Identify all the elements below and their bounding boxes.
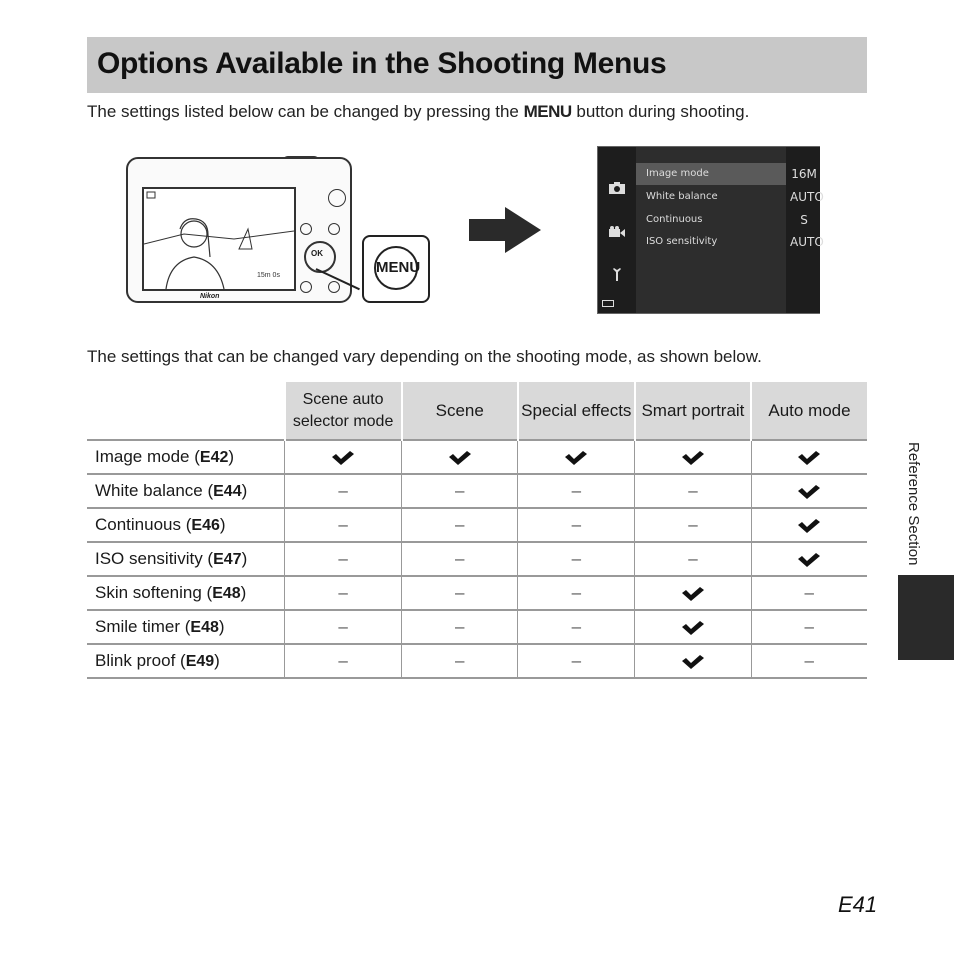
right-arrow-icon (469, 207, 543, 253)
table-cell (751, 610, 867, 644)
row-label (87, 440, 285, 474)
check-icon (331, 450, 355, 466)
dash-mark: – (571, 481, 582, 500)
movie-icon (608, 225, 626, 239)
check-icon (681, 654, 705, 670)
table-cell (751, 542, 867, 576)
table-cell (751, 576, 867, 610)
close-paren: ) (219, 515, 226, 534)
page-title: Options Available in the Shooting Menus (97, 47, 667, 80)
menu-button (300, 281, 312, 293)
dash-mark: – (688, 481, 698, 500)
battery-icon (602, 300, 614, 307)
table-cell (518, 508, 635, 542)
table-cell (285, 474, 402, 508)
close-paren: ) (228, 447, 235, 466)
dash-mark: – (804, 617, 814, 636)
row-label-text: Blink proof ( (95, 651, 186, 670)
row-label-text: Image mode ( (95, 447, 200, 466)
table-cell (285, 576, 402, 610)
table-cell (285, 440, 402, 474)
dash-mark: – (454, 549, 465, 568)
dash-mark: – (338, 617, 348, 636)
menu-item-continuous: Continuous (646, 214, 703, 225)
table-cell (518, 542, 635, 576)
row-label (87, 576, 285, 610)
dash-mark: – (804, 651, 814, 670)
table-row (87, 610, 867, 644)
table-row (87, 474, 867, 508)
dash-mark: – (338, 549, 348, 568)
brand-logo: Nikon (200, 293, 220, 300)
check-icon (681, 586, 705, 602)
reference-page: E44 (213, 483, 242, 500)
dash-mark: – (571, 515, 582, 534)
col-smart-portrait: Smart portrait (635, 382, 751, 440)
dash-mark: – (454, 515, 465, 534)
menu-value-continuous: S (800, 213, 808, 227)
dash-mark: – (688, 549, 698, 568)
table-cell (402, 644, 518, 678)
dash-mark: – (338, 583, 348, 602)
check-icon (564, 450, 588, 466)
row-label-text: Skin softening ( (95, 583, 213, 602)
table-cell (402, 576, 518, 610)
col-special-effects: Special effects (518, 382, 635, 440)
table-row (87, 440, 867, 474)
close-paren: ) (214, 651, 220, 670)
delete-button (328, 281, 340, 293)
close-paren: ) (241, 549, 248, 568)
section-tab (898, 575, 954, 660)
dash-mark: – (338, 651, 348, 670)
check-icon (797, 450, 821, 466)
row-label (87, 508, 285, 542)
ok-label: OK (311, 249, 323, 258)
side-section-label: Reference Section (905, 442, 922, 566)
col-scene-auto-selector: Scene auto selector mode (285, 382, 402, 440)
menu-value-white-balance: AUTO (790, 190, 824, 204)
table-cell (635, 440, 751, 474)
table-cell (635, 474, 751, 508)
dash-mark: – (571, 651, 582, 670)
menu-item-iso-sensitivity: ISO sensitivity (646, 236, 718, 247)
dash-mark: – (454, 651, 465, 670)
table-cell (402, 440, 518, 474)
wrench-icon (608, 267, 626, 281)
reference-page: E42 (199, 449, 229, 466)
table-row (87, 508, 867, 542)
dash-mark: – (454, 583, 465, 602)
intro-text (87, 102, 749, 122)
record-button (328, 189, 346, 207)
row-label (87, 644, 285, 678)
row-label-text: White balance ( (95, 481, 214, 500)
table-row (87, 542, 867, 576)
table-cell (635, 508, 751, 542)
table-cell (751, 508, 867, 542)
dash-mark: – (688, 515, 698, 534)
reference-page: E48 (190, 619, 219, 636)
table-cell (518, 576, 635, 610)
row-label (87, 610, 285, 644)
dash-mark: – (454, 481, 465, 500)
camera-screen (142, 187, 296, 291)
row-label (87, 474, 285, 508)
table-cell (518, 440, 635, 474)
table-row (87, 576, 867, 610)
menu-value-image-mode: 16M (791, 167, 817, 181)
table-cell (635, 610, 751, 644)
camera-illustration (126, 157, 352, 303)
menu-item-white-balance: White balance (646, 191, 718, 202)
row-label (87, 542, 285, 576)
table-cell (635, 576, 751, 610)
dash-mark: – (338, 515, 348, 534)
col-scene: Scene (402, 382, 518, 440)
close-paren: ) (240, 583, 247, 602)
close-paren: ) (218, 617, 225, 636)
menu-screen (597, 146, 824, 314)
table-cell (518, 610, 635, 644)
check-icon (681, 620, 705, 636)
close-paren: ) (241, 481, 248, 500)
table-cell (285, 542, 402, 576)
dash-mark: – (804, 583, 814, 602)
row-label-text: ISO sensitivity ( (95, 549, 214, 568)
dash-mark: – (338, 481, 348, 500)
reference-page: E47 (213, 551, 242, 568)
intro-before: The settings listed below can be changed by pressing the (87, 102, 524, 121)
row-label-text: Smile timer ( (95, 617, 191, 636)
menu-list (636, 147, 786, 313)
menu-value-iso-sensitivity: AUTO (790, 235, 824, 249)
row-label-text: Continuous ( (95, 515, 192, 534)
portrait-scene-icon (144, 189, 294, 289)
table-cell (751, 644, 867, 678)
table-cell (402, 508, 518, 542)
reference-page: E46 (191, 517, 220, 534)
dash-mark: – (571, 549, 582, 568)
intro-after: button during shooting. (571, 102, 750, 121)
table-cell (285, 644, 402, 678)
camera-icon (608, 181, 626, 195)
table-row (87, 644, 867, 678)
table-cell (402, 542, 518, 576)
menu-sidebar (598, 147, 636, 313)
table-cell (635, 542, 751, 576)
vary-text: The settings that can be changed vary depending on the shooting mode, as shown below. (87, 347, 762, 366)
table-cell (518, 644, 635, 678)
check-icon (797, 552, 821, 568)
menu-callout (362, 235, 430, 303)
table-cell (751, 474, 867, 508)
menu-values (786, 147, 824, 313)
reference-page: E49 (185, 653, 215, 670)
check-icon (797, 484, 821, 500)
check-icon (448, 450, 472, 466)
table-cell (285, 508, 402, 542)
table-cell (518, 474, 635, 508)
reference-page: E48 (212, 585, 241, 602)
dash-mark: – (571, 617, 582, 636)
table-cell (402, 610, 518, 644)
table-cell (285, 610, 402, 644)
shooting-mode-button (300, 223, 312, 235)
table-cell (635, 644, 751, 678)
check-icon (681, 450, 705, 466)
table-body (87, 440, 867, 678)
col-auto-mode: Auto mode (751, 382, 867, 440)
table-corner (87, 382, 285, 440)
dash-mark: – (571, 583, 582, 602)
check-icon (797, 518, 821, 534)
menu-glyph-icon: MENU (523, 102, 572, 121)
title-bar (87, 37, 867, 93)
page-number: E41 (838, 892, 878, 917)
table-cell (402, 474, 518, 508)
dash-mark: – (454, 617, 465, 636)
table-header-row (87, 382, 867, 440)
playback-button (328, 223, 340, 235)
svg-text:15m 0s: 15m 0s (257, 272, 280, 279)
menu-callout-button: MENU (374, 246, 418, 290)
menu-item-image-mode: Image mode (636, 163, 786, 185)
table-cell (751, 440, 867, 474)
shooting-mode-table (87, 382, 867, 679)
